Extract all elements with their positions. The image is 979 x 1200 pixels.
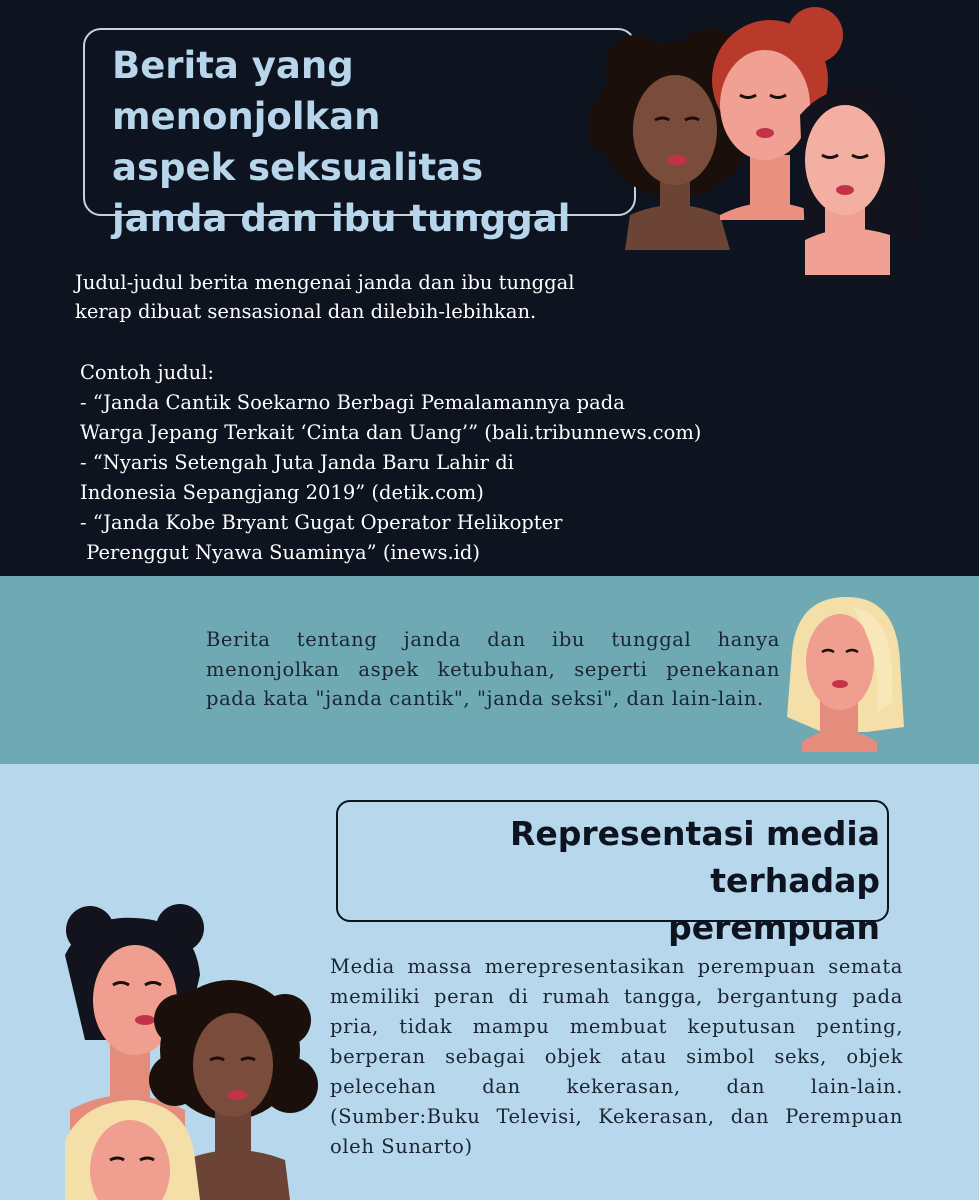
title-line: janda dan ibu tunggal [112, 197, 571, 240]
example-line: Perenggut Nyawa Suaminya” (inews.id) [80, 541, 480, 564]
group-women-illustration [55, 900, 325, 1200]
title-line: Berita yang menonjolkan [112, 44, 381, 138]
media-representation-text: Media massa merepresentasikan perempuan semata memiliki peran di rumah tangga, bergantung pada pria, tidak mampu membuat keputusan penting, berperan sebagai objek atau simbol seks, objek pelecehan dan kekerasan, dan lain-lain. (Sumber:Buku Televisi, Kekerasan, dan Perempuan oleh Sunarto) [330, 955, 903, 1158]
example-line: - “Janda Cantik Soekarno Berbagi Pemalamannya pada [80, 391, 625, 414]
title-line: aspek seksualitas [112, 146, 484, 189]
example-line: - “Janda Kobe Bryant Gugat Operator Helikopter [80, 511, 563, 534]
section-title-1 [112, 40, 612, 244]
intro-line: kerap dibuat sensasional dan dilebih-lebihkan. [75, 300, 537, 323]
intro-text [75, 268, 675, 326]
blonde-woman-illustration [782, 592, 907, 752]
three-women-illustration [590, 5, 920, 280]
intro-line: Judul-judul berita mengenai janda dan ibu tunggal [75, 271, 575, 294]
body-emphasis-text: Berita tentang janda dan ibu tunggal hanya menonjolkan aspek ketubuhan, seperti penekanan pada kata "janda cantik", "janda seksi", dan lain-lain. [206, 628, 780, 710]
example-line: Indonesia Sepangjang 2019” (detik.com) [80, 481, 484, 504]
example-line: - “Nyaris Setengah Juta Janda Baru Lahir di [80, 451, 514, 474]
title-line: perempuan [668, 908, 880, 947]
example-headlines [80, 358, 800, 568]
section-title-2 [340, 810, 880, 951]
examples-heading: Contoh judul: [80, 361, 215, 384]
title-line: Representasi media terhadap [509, 814, 880, 900]
example-line: Warga Jepang Terkait ‘Cinta dan Uang’” (bali.tribunnews.com) [80, 421, 702, 444]
